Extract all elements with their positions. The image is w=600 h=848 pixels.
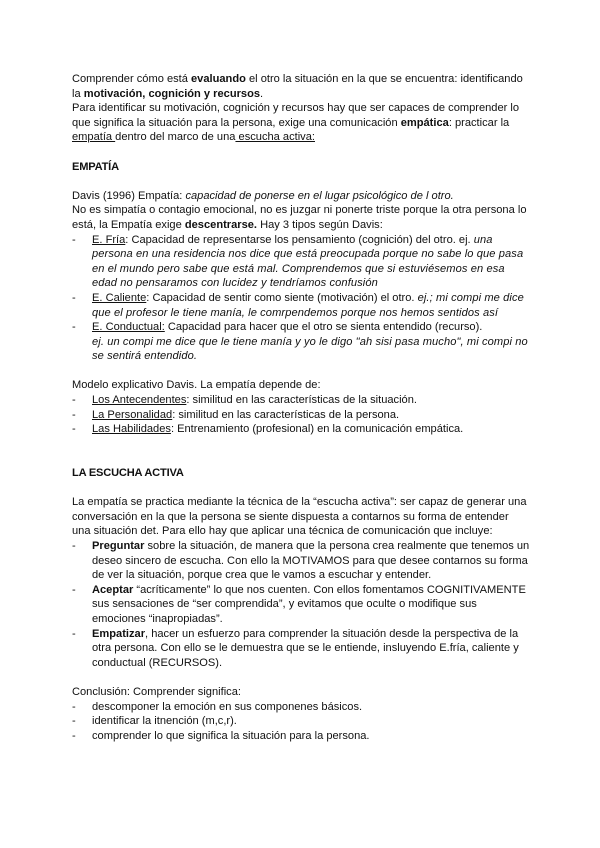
empatia-types-list [72, 233, 530, 364]
list-item: - La Personalidad: similitud en las características de la persona. [72, 408, 530, 423]
list-item: - Aceptar “acríticamente” lo que nos cuenten. Con ellos fomentamos COGNITIVAMENTE sus sensaciones de “ser comprendida”, y evitamos que oculte o modifique sus emociones “inapropiadas”. [72, 583, 530, 627]
davis-definition: Davis (1996) Empatía: capacidad de ponerse en el lugar psicológico de l otro. [72, 189, 454, 202]
escucha-intro: La empatía se practica mediante la técnica de la “escucha activa”: ser capaz de generar una conversación en la que la persona se siente dispuesta a contarnos su forma de entender una situación det. Para ello hay que aplicar una técnica de comunicación que incluye: [72, 496, 527, 538]
intro-paragraph-2: Para identificar su motivación, cognición y recursos hay que ser capaces de comprender lo que significa la situación para la persona, exige una comunicación empática: practicar la empatía dentro del marco de una escucha activa: [72, 102, 520, 144]
document-page [72, 72, 530, 743]
escucha-steps-list [72, 539, 530, 670]
empatia-heading: EMPATÍA [72, 160, 119, 173]
evaluando-bold: evaluando [191, 73, 246, 85]
list-item: - Los Antecendentes: similitud en las características de la situación. [72, 393, 530, 408]
mcr-bold: motivación, cognición y recursos [83, 87, 261, 100]
modelo-intro: Modelo explicativo Davis. La empatía depende de: [72, 379, 321, 392]
list-item: - Preguntar sobre la situación, de manera que la persona crea realmente que tenemos un deseo sincero de escucha. Con ello la MOTIVAMOS para que desee contarnos su forma de ver la situación, porque crea que le vamos a escuchar y entender. [72, 539, 530, 583]
escucha-heading: LA ESCUCHA ACTIVA [72, 467, 184, 480]
conclusion-list [72, 700, 530, 744]
intro-paragraph-1: Comprender cómo está evaluando el otro la situación en la que se encuentra: identificando la motivación, cognición y recursos. [72, 73, 523, 100]
list-item: - E. Fría: Capacidad de representarse los pensamiento (cognición) del otro. ej. una persona en una residencia nos dice que está preocupada porque no sabe lo que pasa en el mundo pero sabe que está mal. Comprendemos que si estuviésemos en esa edad no pensaramos con lucidez y tendríamos confusión [72, 233, 530, 291]
list-item: - E. Caliente: Capacidad de sentir como siente (motivación) el otro. ej.; mi compi me dice que el profesor le tiene manía, le comrpendemos porque nos hemos sentidos así [72, 291, 530, 320]
empatia-explanation: No es simpatía o contagio emocional, no es juzgar ni ponerte triste porque la otra persona lo está, la Empatía exige descentrarse. Hay 3 tipos según Davis: [72, 204, 527, 231]
list-item: - identificar la itnención (m,c,r). [72, 714, 530, 729]
conclusion-intro: Conclusión: Comprender significa: [72, 685, 241, 698]
empatica-bold: empática [400, 116, 449, 129]
list-item: - Las Habilidades: Entrenamiento (profesional) en la comunicación empática. [72, 422, 530, 437]
list-item: - descomponer la emoción en sus componenes básicos. [72, 700, 530, 715]
factors-list [72, 393, 530, 437]
empatia-underline: empatía [72, 131, 116, 144]
list-item: - E. Conductual: Capacidad para hacer que el otro se sienta entendido (recurso). ej. un compi me dice que le tiene manía y yo le digo "ah sisi pasa mucho", mi compi no se sentirá entendido. [72, 320, 530, 364]
descentrarse-bold: descentrarse. [184, 218, 258, 231]
escucha-activa-underline: escucha activa: [235, 131, 315, 144]
list-item: - Empatizar, hacer un esfuerzo para comprender la situación desde la perspectiva de la otra persona. Con ello se le demuestra que se le entiende, insluyendo E.fría, caliente y conductual (RECURSOS). [72, 627, 530, 671]
list-item: - comprender lo que significa la situación para la persona. [72, 729, 530, 744]
